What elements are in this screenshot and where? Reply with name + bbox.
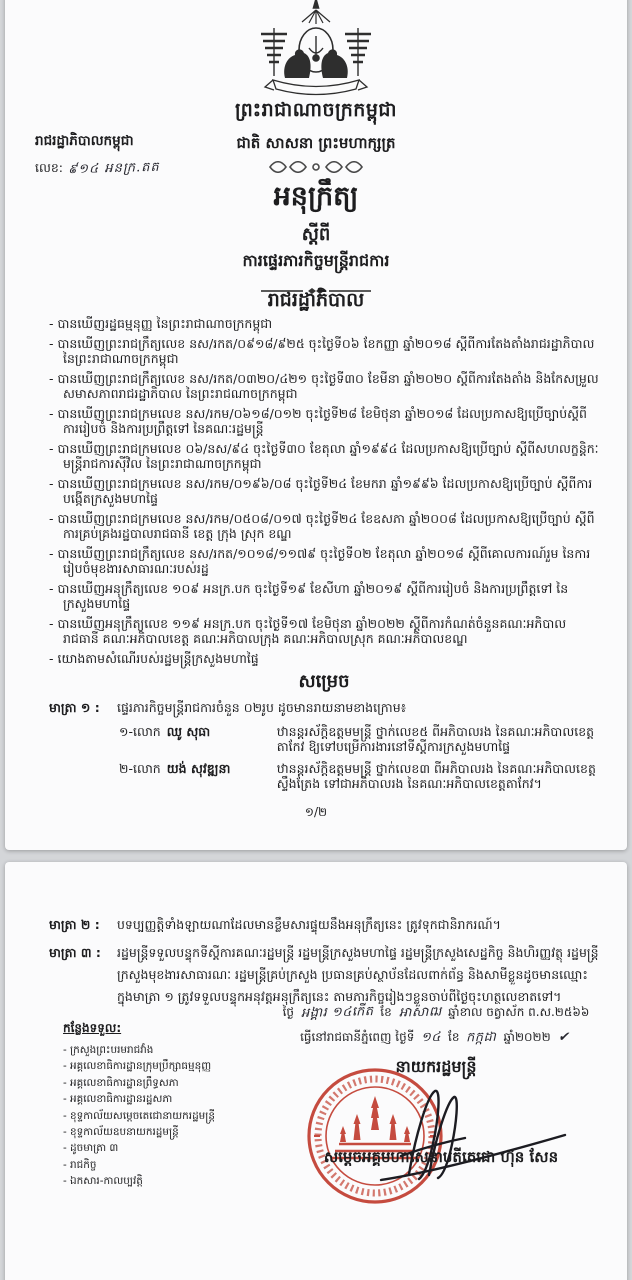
articles-2-3	[49, 914, 599, 1014]
recipient-item: - អគ្គលេខាធិការដ្ឋានព្រឹទ្ធសភា	[63, 1076, 179, 1089]
article-3-text: រដ្ឋមន្ត្រីទទួលបន្ទុកទីស្តីការគណៈរដ្ឋមន្ត្រី រដ្ឋមន្ត្រីក្រសួងមហាផ្ទៃ រដ្ឋមន្ត្រីក្រសួងសេដ្ឋកិច្ច និងហិរញ្ញវត្ថុ រដ្ឋមន្ត្រីក្រសួងមុខងារសាធារណៈ រដ្ឋមន្ត្រីគ្រប់ក្រសួង ប្រធានគ្រប់ស្ថាប័នដែលពាក់ព័ន្ធ និងសាមីខ្លួនដូចមានឈ្មោះក្នុងមាត្រា ១ ត្រូវទទួលបន្ទុកអនុវត្តអនុក្រឹត្យនេះ តាមភារកិច្ចរៀងៗខ្លួនចាប់ពីថ្ងៃចុះហត្ថលេខាតទៅ។	[117, 945, 599, 1004]
recipient-item: - ខុទ្ទកាល័យឧបនាយករដ្ឋមន្ត្រី	[63, 1126, 179, 1139]
recipient-item: - ខុទ្ទកាល័យសម្តេចតេជោនាយករដ្ឋមន្ត្រី	[63, 1109, 215, 1122]
ref-number-handwritten: ៩១៤ អនក្រ.តត	[67, 159, 160, 178]
article-1-text: ផ្ទេរភារកិច្ចមន្ត្រីរាជការចំនួន ០២រូប ដូចមានរាយនាមខាងក្រោម៖	[117, 699, 407, 715]
transferred-person-row	[119, 724, 599, 755]
preamble-clause: - បានឃើញព្រះរាជក្រឹត្យលេខ នស/រកត/១០១៨/១១៧៩ ចុះថ្ងៃទី០២ ខែតុលា ឆ្នាំ២០១៨ ស្តីពីគោលការណ៍រួម នៃការរៀបចំមុខងារសាធារណៈរបស់រដ្ឋ	[49, 545, 591, 576]
recipient-item: - ដូចមាត្រា ៣	[63, 1142, 119, 1155]
lunar-year-era: ឆ្នាំខាល ចត្វាស័ក ព.ស.២៥៦៦	[448, 1005, 590, 1019]
transferred-person-row	[119, 761, 599, 792]
preamble-clause: - បានឃើញព្រះរាជក្រមលេខ ០៦/នស/៩៤ ចុះថ្ងៃទី៣០ ខែតុលា ឆ្នាំ១៩៩៤ ដែលប្រកាសឱ្យប្រើច្បាប់ ស្តីពីសហលក្ខន្តិកៈមន្ត្រីរាជការស៊ីវិល នៃព្រះរាជាណាចក្រកម្ពុជា	[49, 440, 599, 471]
preamble-clause: - បានឃើញព្រះរាជក្រមលេខ នស/រកម/០១៩៦/០៨ ចុះថ្ងៃទី២៤ ខែមករា ឆ្នាំ១៩៩៦ ដែលប្រកាសឱ្យប្រើច្បាប់ ស្តីពីការបង្កើតក្រសួងមហាផ្ទៃ	[49, 475, 593, 506]
recipient-item: - អគ្គលេខាធិការដ្ឋានក្រុមប្រឹក្សាធម្មនុញ្ញ	[63, 1060, 212, 1073]
document-type-title: អនុក្រឹត្យ	[273, 181, 359, 212]
preamble-clause: - បានឃើញព្រះរាជក្រមលេខ នស/រកម/០៥០៨/០១៧ ចុះថ្ងៃទី២៤ ខែឧសភា ឆ្នាំ២០០៨ ដែលប្រកាសឱ្យប្រើច្បាប់ ស្តីពីការគ្រប់គ្រងរដ្ឋបាលរាជធានី ខេត្ត ក្រុង ស្រុក ខណ្ឌ	[49, 510, 595, 541]
royal-arms-of-cambodia-icon	[241, 0, 391, 102]
authority-heading: រាជរដ្ឋាភិបាល	[267, 289, 365, 311]
subject-preposition: ស្តីពី	[301, 224, 331, 245]
recipients-block	[63, 1020, 278, 1190]
month-word: ខែ	[380, 1005, 392, 1019]
signer-name: សម្តេចអគ្គមហាសេនាបតីតេជោ ហ៊ុន សែន	[323, 1148, 559, 1166]
preamble-and-decision	[49, 316, 599, 798]
preamble-clause: - បានឃើញអនុក្រឹត្យលេខ ១០៩ អនក្រ.បក ចុះថ្ងៃទី១៩ ខែសីហា ឆ្នាំ២០១៩ ស្តីពីការរៀបចំ និងការប្រព្រឹត្តទៅ នៃក្រសួងមហាផ្ទៃ	[49, 580, 569, 611]
prime-minister-title: នាយករដ្ឋមន្ត្រី	[395, 1057, 477, 1076]
article-3	[49, 942, 599, 1008]
decision-heading: សម្រេច	[298, 671, 350, 692]
ref-label: លេខ:	[35, 160, 64, 175]
preamble-clause: - បានឃើញព្រះរាជក្រមលេខ នស/រកម/០៦១៨/០១២ ចុះថ្ងៃទី២៨ ខែមិថុនា ឆ្នាំ២០១៨ ដែលប្រកាសឱ្យប្រើច្បាប់ស្តីពីការរៀបចំ និងការប្រព្រឹត្តទៅ នៃគណៈរដ្ឋមន្ត្រី	[49, 405, 587, 436]
document-page-2	[5, 862, 627, 1280]
kingdom-title: ព្រះរាជាណាចក្រកម្ពុជា	[235, 99, 397, 121]
article-1-label: មាត្រា ១ :	[49, 699, 100, 715]
handwritten-checkmark: ✔	[557, 1029, 570, 1046]
preamble-clause: - បានឃើញអនុក្រឹត្យលេខ ១១៩ អនក្រ.បក ចុះថ្ងៃទី១៧ ខែមិថុនា ឆ្នាំ២០២២ ស្តីពីការកំណត់ចំនួនគណៈអភិបាលរាជធានី គណៈអភិបាលខេត្ត គណៈអភិបាលក្រុង គណៈអភិបាលស្រុក គណៈអភិបាលខណ្ឌ	[49, 615, 567, 646]
page-number: ១/២	[304, 805, 328, 819]
khmer-lunar-date-line	[255, 1000, 617, 1025]
document-page-1	[5, 0, 627, 850]
pm-ink-signature-icon	[353, 1078, 583, 1187]
handwritten-lunar-day: អង្គារ ១៤កើត	[300, 1004, 374, 1021]
person-name: ឈូ សុធា	[166, 723, 211, 739]
reference-number-line	[35, 157, 255, 179]
recipients-heading: កន្លែងទទួល:	[63, 1021, 122, 1035]
preamble-clause: - យោងតាមសំណើរបស់រដ្ឋមន្ត្រីក្រសួងមហាផ្ទៃ	[49, 650, 259, 666]
person-index: ២-លោក	[119, 760, 161, 776]
motto-flourish-icon	[268, 158, 364, 177]
article-1	[49, 700, 599, 718]
person-name: យង់ សុវឌ្ឍនា	[166, 760, 231, 776]
document-subject: ការផ្ទេរភារកិច្ចមន្ត្រីរាជការ	[242, 251, 390, 270]
handwritten-lunar-month: អាសាឍ	[398, 1004, 442, 1021]
recipient-item: - ឯកសារ-កាលប្បវត្តិ	[63, 1175, 143, 1188]
national-motto: ជាតិ សាសនា ព្រះមហាក្សត្រ	[236, 134, 396, 152]
handwritten-month-name: កក្កដា	[466, 1029, 497, 1046]
preamble-clause: - បានឃើញព្រះរាជក្រឹត្យលេខ នស/រកត/០៣២០/៤២១ ចុះថ្ងៃទី៣០ ខែមីនា ឆ្នាំ២០២០ ស្តីពីការតែងតាំង និងកែសម្រួលសមាសភាពរាជរដ្ឋាភិបាល នៃព្រះរាជណាចក្រកម្ពុជា	[49, 370, 599, 401]
preamble-clause: - បានឃើញរដ្ឋធម្មនុញ្ញ នៃព្រះរាជាណាចក្រកម្ពុជា	[49, 316, 273, 331]
date-prefix: ថ្ងៃ	[282, 1005, 295, 1019]
person-index: ១-លោក	[119, 723, 161, 739]
preamble-clause: - បានឃើញព្រះរាជក្រឹត្យលេខ នស/រកត/០៩១៨/៩២៥ ចុះថ្ងៃទី០៦ ខែកញ្ញា ឆ្នាំ២០១៨ ស្តីពីការតែងតាំងរាជរដ្ឋាភិបាល នៃព្រះរាជាណាចក្រកម្ពុជា	[49, 335, 595, 366]
article-2	[49, 914, 599, 936]
person-detail: ឋានន្តរស័ក្តិឧត្តមមន្ត្រី ថ្នាក់លេខ៥ ពីអភិបាលរង នៃគណៈអភិបាលខេត្តតាកែវ ឱ្យទៅបម្រើការងារនៅទីស្តីការក្រសួងមហាផ្ទៃ	[276, 723, 595, 754]
recipient-item: - អគ្គលេខាធិការដ្ឋានរដ្ឋសភា	[63, 1093, 173, 1106]
month-word: ខែ	[448, 1030, 460, 1044]
issuer-label: រាជរដ្ឋាភិបាលកម្ពុជា	[35, 133, 134, 149]
recipient-item: - ក្រសួងព្រះបរមរាជវាំង	[63, 1044, 154, 1056]
place-and-day-prefix: ធ្វើនៅរាជធានីភ្នំពេញ ថ្ងៃទី	[300, 1030, 415, 1044]
recipient-item: - រាជកិច្ច	[63, 1158, 97, 1171]
gregorian-year: ឆ្នាំ២០២២	[503, 1030, 551, 1044]
person-detail: ឋានន្តរស័ក្តិឧត្តមមន្ត្រី ថ្នាក់លេខ៣ ពីអភិបាលរង នៃគណៈអភិបាលខេត្តស្ទឹងត្រែង ទៅជាអភិបាលរង នៃគណៈអភិបាលខេត្តតាកែវ។	[276, 760, 596, 791]
article-3-label: មាត្រា ៣ :	[49, 945, 101, 960]
handwritten-day-number: ១៤	[420, 1029, 442, 1046]
article-2-label: មាត្រា ២ :	[49, 917, 100, 932]
gregorian-date-line	[255, 1025, 617, 1050]
article-2-text: បទប្បញ្ញត្តិទាំងឡាយណាដែលមានខ្លឹមសារផ្ទុយនឹងអនុក្រឹត្យនេះ ត្រូវទុកជានិរាករណ៍។	[117, 917, 501, 932]
date-block	[255, 1000, 617, 1050]
